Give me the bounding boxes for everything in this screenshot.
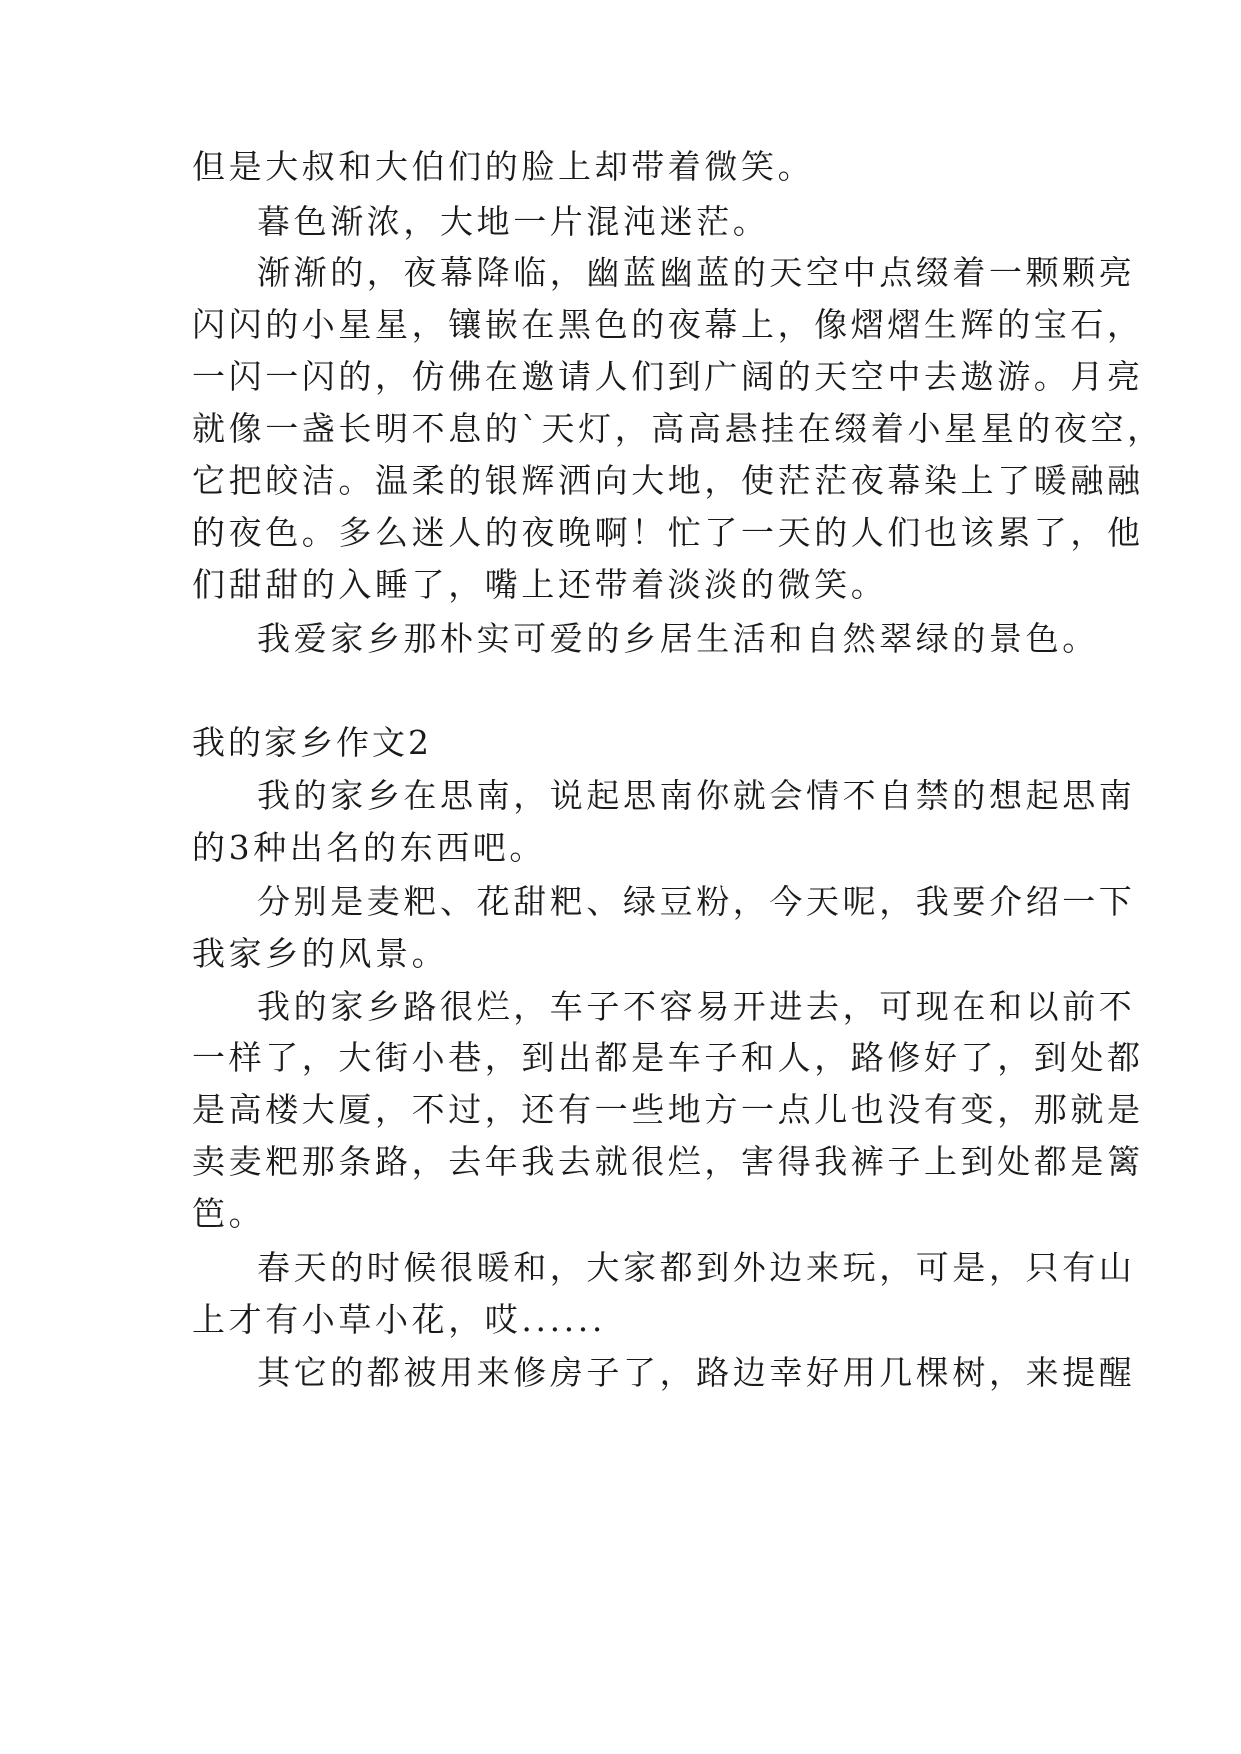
text-line: 我爱家乡那朴实可爱的乡居生活和自然翠绿的景色。	[257, 619, 1099, 658]
text-line: 的3种出名的东西吧。	[192, 828, 546, 867]
text-line: 上才有小草小花，哎......	[192, 1300, 606, 1339]
text-line: 其它的都被用来修房子了，路边幸好用几棵树，来提醒	[257, 1353, 1136, 1392]
text-line: 我的家乡路很烂，车子不容易开进去，可现在和以前不	[257, 987, 1136, 1026]
text-line: 的夜色。多么迷人的夜晚啊！忙了一天的人们也该累了，他	[192, 513, 1144, 552]
text-line: 它把皎洁。温柔的银辉洒向大地，使茫茫夜幕染上了暖融融	[192, 461, 1144, 500]
text-line: 闪闪的小星星，镶嵌在黑色的夜幕上，像熠熠生辉的宝石，	[192, 305, 1144, 344]
text-line: 是高楼大厦，不过，还有一些地方一点儿也没有变，那就是	[192, 1090, 1144, 1129]
section-title: 我的家乡作文2	[192, 723, 432, 762]
text-line: 春天的时候很暖和，大家都到外边来玩，可是，只有山	[257, 1248, 1136, 1287]
text-line: 们甜甜的入睡了，嘴上还带着淡淡的微笑。	[192, 565, 888, 604]
text-line: 一闪一闪的，仿佛在邀请人们到广阔的天空中去遨游。月亮	[192, 357, 1144, 396]
text-line: 但是大叔和大伯们的脸上却带着微笑。	[192, 147, 815, 186]
text-line: 笆。	[192, 1194, 266, 1233]
text-line: 暮色渐浓，大地一片混沌迷茫。	[257, 202, 770, 241]
text-line: 渐渐的，夜幕降临，幽蓝幽蓝的天空中点缀着一颗颗亮	[257, 253, 1136, 292]
text-line: 我的家乡在思南，说起思南你就会情不自禁的想起思南	[257, 776, 1136, 815]
text-line: 我家乡的风景。	[192, 934, 449, 973]
text-line: 一样了，大街小巷，到出都是车子和人，路修好了，到处都	[192, 1038, 1144, 1077]
text-line: 卖麦粑那条路，去年我去就很烂，害得我裤子上到处都是篱	[192, 1142, 1144, 1181]
text-line: 就像一盏长明不息的`天灯，高高悬挂在缀着小星星的夜空，	[192, 409, 1164, 448]
text-line: 分别是麦粑、花甜粑、绿豆粉，今天呢，我要介绍一下	[257, 882, 1136, 921]
